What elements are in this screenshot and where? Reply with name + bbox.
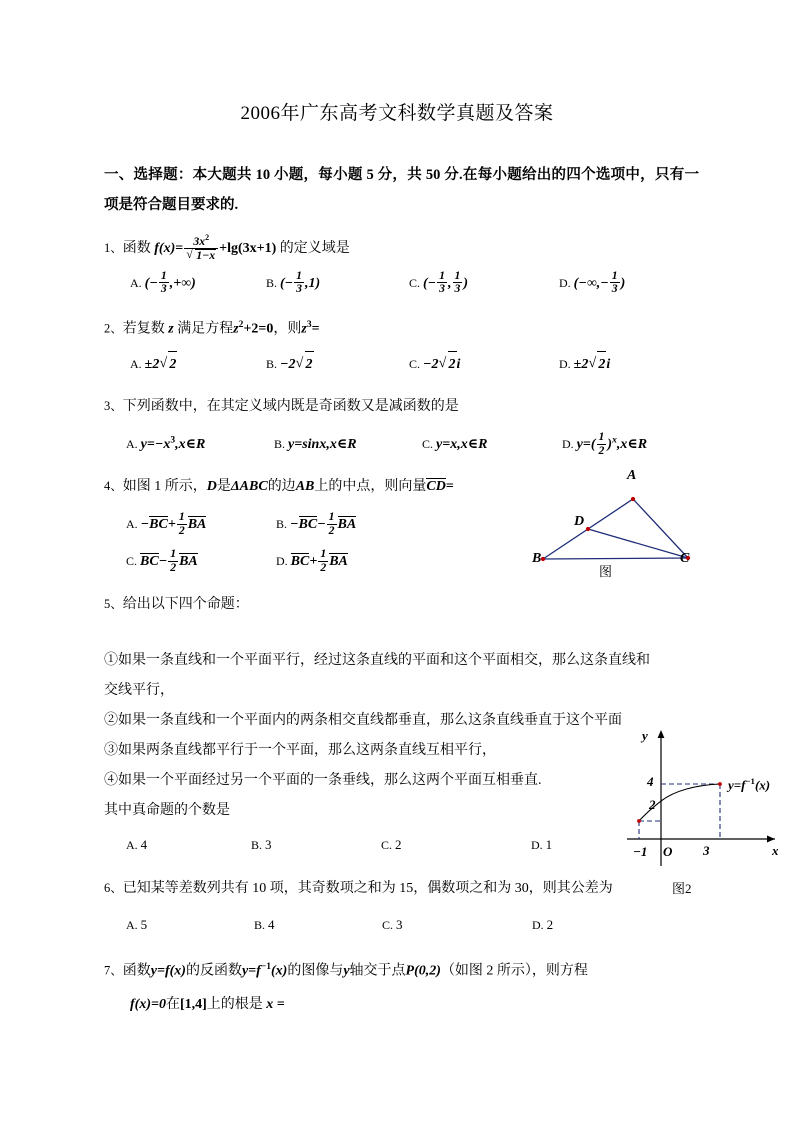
question-5-option-A[interactable]: [126, 832, 251, 858]
sqrt-icon: [588, 351, 606, 378]
question-6-options: [126, 912, 704, 938]
question-4-option-C[interactable]: [126, 548, 276, 575]
option-label: A.: [126, 437, 138, 452]
question-3-option-B[interactable]: [274, 428, 422, 459]
question-4-point-D: D: [206, 479, 217, 495]
question-7-text-note: （如图 2 所示），则方程: [440, 963, 588, 979]
option-operator: +: [309, 554, 318, 570]
option-coef: −2: [423, 356, 439, 372]
question-5-tail: 其中真命题的个数是: [104, 803, 230, 819]
question-5-option-C[interactable]: [381, 832, 531, 858]
figure-1-svg: [523, 466, 713, 591]
question-2-stem: [104, 310, 704, 345]
option-fraction: [168, 548, 178, 573]
question-4-segment-AB: AB: [295, 479, 315, 495]
question-3-option-A[interactable]: [126, 428, 274, 459]
option-label: B.: [274, 437, 286, 452]
option-body: [144, 269, 196, 296]
frac-num: 1: [598, 430, 605, 444]
option-domain: ,x∈R: [457, 437, 488, 453]
frac-den: 3: [160, 282, 167, 296]
option-fraction: [318, 548, 328, 573]
option-open: (−: [144, 276, 158, 291]
frac-den: 2: [328, 523, 335, 537]
option-fraction: [177, 511, 187, 536]
option-label: D.: [559, 276, 571, 290]
proposition-2: ②如果一条直线和一个平面内的两条相交直线都垂直，那么这条直线垂直于这个平面: [104, 713, 622, 729]
question-4-option-B[interactable]: [276, 511, 356, 538]
option-label: A.: [130, 276, 142, 290]
question-2-text-pre: 若复数: [122, 321, 165, 337]
option-fraction: [437, 270, 447, 295]
option-label: B.: [254, 917, 266, 932]
option-fraction: [610, 270, 620, 295]
question-2-z3-exp: 3: [306, 320, 312, 330]
question-6-number: 6、: [104, 880, 123, 895]
option-mid: ,: [448, 276, 452, 291]
option-body: [436, 437, 487, 452]
option-body: [288, 437, 357, 452]
question-3: [104, 391, 704, 459]
x-axis-arrow: [767, 836, 775, 843]
figure-2-origin-label: O: [663, 844, 673, 859]
frac-den: 2: [598, 443, 605, 457]
option-label: C.: [381, 838, 393, 853]
question-1-fx: f(x): [154, 241, 176, 256]
triangle-outline: [543, 499, 688, 559]
question-4-text-pre: 如图 1 所示，: [122, 479, 207, 495]
option-body: 5: [140, 916, 148, 932]
frac-den: 3: [296, 282, 303, 296]
question-1-radicand: 1−x: [196, 248, 216, 262]
option-expr: y=x: [436, 437, 458, 453]
question-1-lg-term: +lg(3x+1): [219, 241, 277, 256]
option-expr: y=−x: [140, 437, 171, 453]
question-2-options: [130, 351, 704, 378]
option-close: ): [463, 276, 469, 291]
option-label: C.: [409, 276, 421, 290]
question-1-text-pre: 函数: [122, 241, 151, 256]
question-1-option-A[interactable]: [130, 270, 266, 297]
option-body: [576, 430, 648, 457]
option-vector-1: BC: [290, 554, 310, 570]
option-suffix: i: [456, 356, 461, 372]
option-operator: −: [317, 517, 326, 533]
question-2-option-C[interactable]: [409, 351, 559, 378]
figure-2-tick-4: 4: [647, 774, 654, 789]
option-label: C.: [382, 917, 394, 932]
option-body: [145, 357, 178, 372]
question-5-propositions: [104, 646, 704, 826]
option-fraction-2: [453, 270, 463, 295]
option-body: [290, 547, 348, 574]
frac-num: 1: [439, 269, 446, 283]
option-radicand: 2: [305, 351, 314, 378]
question-3-options: [126, 428, 704, 459]
curve-label-pre: y=f: [728, 777, 746, 793]
option-exp: x: [612, 435, 617, 446]
option-expr-2: ): [607, 437, 613, 453]
option-domain: ,x∈R: [616, 437, 648, 453]
option-label: C.: [409, 356, 421, 371]
option-exp: 3: [170, 435, 176, 446]
option-label: B.: [251, 838, 263, 853]
frac-den: 2: [170, 560, 177, 574]
option-body: 2: [395, 837, 402, 853]
figure-1-label-B: B: [532, 551, 542, 566]
option-label: D.: [531, 838, 543, 853]
question-1-number: 1、: [104, 241, 123, 255]
option-body: [141, 437, 206, 452]
option-radicand: 2: [448, 351, 457, 378]
question-7-text-inv: 的反函数: [185, 963, 242, 979]
option-fraction: [159, 270, 169, 295]
option-label: B.: [266, 276, 278, 290]
figure-2-curve-label: [728, 776, 770, 793]
question-2: [104, 310, 704, 378]
question-7-point-P: P(0,2): [405, 963, 441, 979]
option-vector-1: BC: [149, 517, 168, 533]
question-4-option-A[interactable]: [126, 511, 276, 538]
option-vector-1: BC: [298, 517, 318, 533]
option-body: [423, 357, 460, 372]
frac-num: 1: [296, 269, 303, 283]
question-2-eq-base: z: [233, 321, 239, 337]
option-body: [573, 269, 626, 296]
question-5: [104, 589, 704, 858]
figure-2-tick-3: 3: [703, 843, 710, 858]
option-label: C.: [422, 437, 434, 452]
question-2-var-z: z: [168, 321, 174, 337]
frac-num: 1: [611, 269, 618, 283]
question-4-vector-CD: CD: [426, 479, 446, 495]
option-label: D.: [562, 437, 574, 452]
option-operator: −: [158, 554, 168, 570]
option-fraction: [327, 511, 337, 536]
question-1-denominator: [184, 249, 218, 262]
option-close: ): [620, 276, 626, 291]
question-7-text-axis: 轴交于点: [349, 963, 406, 979]
option-vector-2: BA: [179, 554, 198, 570]
frac-den: 3: [439, 282, 446, 296]
figure-2-y-axis-label: y: [642, 728, 648, 743]
option-label: D.: [276, 554, 288, 569]
curve-point-right: [718, 782, 722, 786]
question-3-option-C[interactable]: [422, 428, 562, 459]
option-vector-2: BA: [337, 517, 357, 533]
vertex-B-dot: [541, 557, 545, 561]
question-4-text-mid: 上的中点，则向量: [314, 479, 427, 495]
question-1-numerator-base: 3x: [193, 234, 206, 248]
frac-num: 1: [454, 269, 461, 283]
option-label: A.: [130, 356, 142, 371]
option-expr: y=(: [576, 437, 596, 453]
option-suffix: i: [606, 356, 611, 372]
option-fraction: [294, 270, 304, 295]
question-1-eq: =: [175, 241, 184, 256]
question-7-y-axis: y: [343, 963, 350, 979]
question-7-text-in: 在: [165, 997, 180, 1013]
question-5-number: 5、: [104, 597, 123, 612]
point-D-dot: [586, 527, 590, 531]
question-3-stem: [104, 391, 704, 422]
question-4-option-D[interactable]: [276, 548, 348, 575]
option-vector-2: BA: [187, 517, 207, 533]
question-1-text-post: 的定义域是: [279, 241, 350, 256]
question-5-option-B[interactable]: [251, 832, 381, 858]
question-2-option-B[interactable]: [266, 351, 409, 378]
option-body: 4: [268, 916, 275, 932]
question-3-text: 下列函数中，在其定义域内既是奇函数又是减函数的是: [122, 398, 459, 414]
option-coef: −2: [280, 356, 296, 372]
y-axis-arrow: [658, 730, 665, 738]
option-body: 3: [396, 916, 403, 932]
question-7-inverse-exp: −1: [260, 961, 271, 972]
question-5-stem: [104, 589, 704, 620]
option-open: (−: [423, 276, 437, 291]
option-label: A.: [126, 517, 138, 532]
question-5-text: 给出以下四个命题：: [122, 597, 249, 613]
question-1-option-B[interactable]: [266, 270, 409, 297]
figure-1-label-A: A: [627, 468, 637, 483]
question-1-fraction: [184, 234, 218, 262]
question-2-eq-rest: +2=0: [243, 321, 274, 337]
question-1-stem: [104, 233, 704, 264]
option-label: D.: [559, 356, 571, 371]
question-1-numerator-exp: 2: [205, 232, 210, 242]
proposition-1: ①如果一条直线和一个平面平行，经过这条直线的平面和这个平面相交，那么这条直线和交线平行，: [104, 653, 650, 699]
question-2-eq-end: =: [311, 321, 320, 337]
question-2-number: 2、: [104, 321, 123, 336]
option-label: B.: [276, 517, 288, 532]
option-label: C.: [126, 554, 138, 569]
option-sign: −: [140, 517, 150, 533]
question-4-text-is: 是: [216, 479, 231, 495]
question-6-text: 已知某等差数列共有 10 项，其奇数项之和为 15，偶数项之和为 30，则其公差为: [122, 880, 613, 896]
question-4-triangle: ΔABC: [230, 479, 268, 495]
question-6-option-C[interactable]: [382, 912, 532, 938]
section-intro: 一、选择题：本大题共 10 小题，每小题 5 分，共 50 分.在每小题给出的四个选项中，只有一项是符合题目要求的.: [104, 167, 699, 213]
question-3-number: 3、: [104, 398, 123, 413]
figure-1-caption: 图: [599, 564, 613, 579]
question-4-text-side: 的边: [267, 479, 296, 495]
question-7-function: y=f(x): [150, 963, 186, 979]
question-3-option-D[interactable]: [562, 428, 647, 459]
option-operator: +: [167, 517, 176, 533]
sqrt-icon: [439, 351, 457, 378]
frac-den: 2: [320, 560, 327, 574]
question-7-x-eq: x =: [266, 997, 285, 1013]
option-open: (−: [280, 276, 294, 291]
frac-num: 1: [320, 547, 327, 561]
question-2-option-D[interactable]: [559, 351, 610, 378]
option-coef: ±2: [144, 356, 160, 372]
question-6-option-D[interactable]: [532, 912, 553, 938]
figure-2-tick-2: 2: [649, 797, 656, 812]
question-1-option-D[interactable]: [559, 270, 625, 297]
option-domain: ,x∈R: [175, 437, 206, 453]
question-1: [104, 233, 704, 297]
option-open: (−∞,−: [573, 276, 609, 291]
figure-1-label-C: C: [680, 551, 690, 566]
frac-den: 3: [611, 282, 618, 296]
figure-1-triangle: [523, 466, 713, 591]
option-radicand: 2: [597, 351, 606, 378]
sqrt-icon: [296, 351, 314, 378]
question-2-option-A[interactable]: [130, 351, 266, 378]
option-label: B.: [266, 356, 278, 371]
option-coef: ±2: [573, 356, 589, 372]
option-body: [290, 510, 357, 537]
question-7-text-mid: 的图像与: [287, 963, 344, 979]
figure-2-tick-neg1: −1: [633, 844, 648, 859]
frac-den: 2: [178, 523, 185, 537]
option-close: ,1): [305, 276, 321, 291]
frac-num: 1: [328, 510, 335, 524]
frac-den: 3: [454, 282, 461, 296]
question-6-option-A[interactable]: [126, 912, 254, 938]
question-7-inverse-base: y=f: [241, 963, 261, 979]
question-2-text-mid: 满足方程: [177, 321, 234, 337]
question-7: [104, 952, 704, 1021]
option-vector-2: BA: [329, 554, 348, 570]
option-domain: ,x∈R: [326, 437, 357, 453]
option-body: 2: [546, 916, 554, 932]
question-5-option-D[interactable]: [531, 832, 552, 858]
question-6-stem: [104, 873, 634, 904]
frac-num: 1: [160, 269, 167, 283]
question-7-text-root: 上的根是: [206, 997, 263, 1013]
proposition-4: ④如果一个平面经过另一个平面的一条垂线，那么这两个平面互相垂直.: [104, 773, 542, 789]
question-7-text-pre: 函数: [122, 963, 151, 979]
question-2-z3-base: z: [301, 321, 307, 337]
question-4-eq: =: [445, 479, 454, 495]
sqrt-icon: [159, 351, 177, 378]
option-label: A.: [126, 838, 138, 853]
median-DC: [588, 529, 688, 558]
option-label: A.: [126, 917, 138, 932]
vertex-A-dot: [631, 497, 635, 501]
curve-label-post: (x): [754, 777, 771, 793]
question-1-options: [130, 270, 704, 297]
sqrt-icon: [186, 249, 216, 262]
page-title: 2006年广东高考文科数学真题及答案: [240, 103, 554, 124]
option-body: 1: [545, 837, 553, 853]
question-7-stem: [104, 952, 679, 987]
question-2-text-then: ，则: [273, 321, 302, 337]
option-close: ,+∞): [169, 276, 196, 291]
option-body: 3: [265, 837, 272, 853]
figure-2-x-axis-label: x: [772, 843, 779, 858]
question-6-option-B[interactable]: [254, 912, 382, 938]
question-7-equation: f(x)=0: [130, 997, 166, 1013]
frac-num: 1: [170, 547, 177, 561]
option-sign: −: [290, 517, 299, 533]
option-body: 4: [140, 837, 148, 853]
figure-1-label-D: D: [574, 514, 585, 529]
question-7-number: 7、: [104, 963, 123, 978]
option-body: [140, 510, 207, 537]
figure-2-graph: [625, 726, 793, 906]
question-2-eq-exp: 2: [238, 320, 244, 330]
question-7-inverse-tail: (x): [271, 963, 288, 979]
option-body: [574, 357, 611, 372]
option-expr: y=sinx: [288, 437, 327, 453]
option-body: [423, 269, 469, 296]
figure-2-caption: 图2: [672, 881, 692, 896]
question-7-interval: [1,4]: [179, 997, 207, 1013]
proposition-3: ③如果两条直线都平行于一个平面，那么这两条直线互相平行，: [104, 743, 496, 759]
question-6: [104, 873, 704, 938]
question-4-number: 4、: [104, 479, 123, 494]
curve-point-left: [637, 819, 641, 823]
option-radicand: 2: [168, 351, 177, 378]
option-fraction: [597, 431, 607, 456]
option-vector-1: BC: [140, 554, 159, 570]
frac-num: 1: [178, 510, 185, 524]
option-body: [140, 547, 198, 574]
question-1-option-C[interactable]: [409, 270, 559, 297]
option-label: D.: [532, 917, 544, 932]
question-7-line2: [130, 990, 704, 1020]
question-5-options: [126, 832, 704, 858]
option-body: [280, 269, 321, 296]
curve-label-exp: −1: [745, 776, 755, 786]
option-body: [280, 357, 313, 372]
